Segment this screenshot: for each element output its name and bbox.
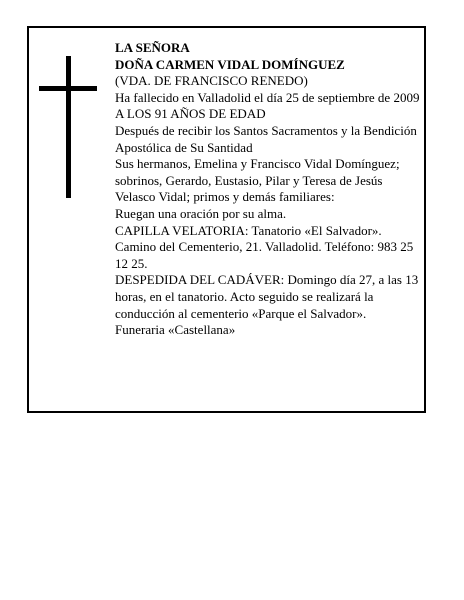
funeral-home: Funeraria «Castellana» <box>115 322 236 338</box>
cross-icon <box>39 56 97 198</box>
chapel-info <box>115 223 420 273</box>
chapel-label: CAPILLA VELATORIA: <box>115 222 249 238</box>
death-line: Ha fallecido en Valladolid el día 25 de septiembre de 2009 <box>115 89 420 105</box>
farewell-text: Domingo día 27, a las 13 horas, en el tanatorio. Acto seguido se realizará la conducción al cementerio «Parque el Salvador». <box>115 272 419 321</box>
family-line: Sus hermanos, Emelina y Francisco Vidal Domínguez; sobrinos, Gerardo, Eustasio, Pilar y Teresa de Jesús Velasco Vidal; primos y demás familiares: <box>115 156 400 205</box>
prayer-line: Ruegan una oración por su alma. <box>115 205 287 221</box>
widow-of-line: (VDA. DE FRANCISCO RENEDO) <box>115 73 308 89</box>
deceased-name: DOÑA CARMEN VIDAL DOMÍNGUEZ <box>115 56 345 72</box>
age-line: A LOS 91 AÑOS DE EDAD <box>115 106 266 122</box>
farewell-label: DESPEDIDA DEL CADÁVER: <box>115 272 285 288</box>
honorific: LA SEÑORA <box>115 40 190 55</box>
farewell-info <box>115 272 420 322</box>
sacraments-line: Después de recibir los Santos Sacramentos y la Bendición Apostólica de Su Santidad <box>115 122 417 155</box>
obituary-notice <box>27 26 426 413</box>
chapel-text: Tanatorio «El Salvador». Camino del Cementerio, 21. Valladolid. Teléfono: 983 25 12 25. <box>115 222 414 271</box>
notice-text <box>115 40 420 339</box>
